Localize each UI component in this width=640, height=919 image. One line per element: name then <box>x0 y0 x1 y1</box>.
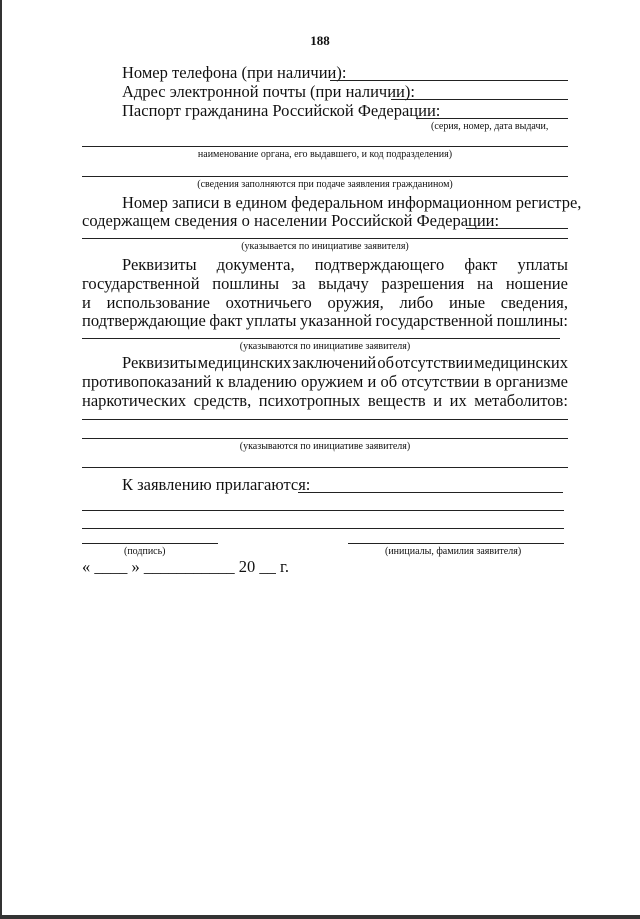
medical-word: наркотических <box>82 391 187 410</box>
duty-line-3 <box>82 294 568 312</box>
register-line-2: содержащем сведения о населении Российской Федерации: <box>82 211 500 230</box>
register-field-line-2[interactable] <box>82 238 568 239</box>
medical-word: к <box>215 372 224 391</box>
medical-word: отсутствии <box>395 353 474 372</box>
scan-bottom-edge <box>0 915 640 919</box>
email-label: Адрес электронной почты (при наличии): <box>122 82 415 101</box>
medical-word: об <box>380 372 398 391</box>
duty-line-1 <box>82 256 568 274</box>
duty-word: выдачу <box>318 274 369 293</box>
medical-field-line-1[interactable] <box>82 419 568 420</box>
issuer-hint: наименование органа, его выдавшего, и код подразделения) <box>197 149 453 160</box>
duty-word: разрешения <box>381 274 465 293</box>
duty-word: пошлины: <box>496 311 568 330</box>
date-year-prefix: 20 <box>238 557 256 576</box>
passport-field-line-2[interactable] <box>82 146 568 147</box>
medical-hint: (указываются по инициативе заявителя) <box>239 441 411 452</box>
duty-word: сведения, <box>500 293 568 312</box>
medical-word: медицинских <box>197 353 292 372</box>
date-line <box>82 558 289 576</box>
date-day-field[interactable]: ____ <box>94 557 128 576</box>
medical-word: веществ <box>367 391 426 410</box>
medical-word: в <box>483 372 492 391</box>
date-year-suffix: г. <box>280 557 290 576</box>
date-open-quote: « <box>82 557 91 576</box>
register-line-1: Номер записи в едином федеральном информационном регистре, <box>122 193 582 212</box>
register-text-line-1 <box>82 193 582 212</box>
applicant-name-label: (инициалы, фамилия заявителя) <box>385 546 522 557</box>
page-number: 188 <box>310 33 330 48</box>
phone-label: Номер телефона (при наличии): <box>122 63 347 82</box>
duty-word: охотничьего <box>225 293 312 312</box>
medical-word: заключений <box>292 353 377 372</box>
attachments-field-line-3[interactable] <box>82 528 564 529</box>
duty-word: указанной <box>299 311 372 330</box>
specified-by-applicant-hint: (указывается по инициативе заявителя) <box>241 241 409 252</box>
passport-field-line[interactable] <box>416 118 568 119</box>
medical-word: и <box>367 372 377 391</box>
medical-word: метаболитов: <box>474 391 568 410</box>
duty-hint: (указываются по инициативе заявителя) <box>239 341 411 352</box>
duty-word: государственной <box>375 311 494 330</box>
medical-word: об <box>377 353 394 372</box>
filled-by-citizen-hint: (сведения заполняются при подаче заявления гражданином) <box>197 179 453 190</box>
citizen-field-line[interactable] <box>82 176 568 177</box>
name-field-line[interactable] <box>348 543 564 544</box>
signature-field-line[interactable] <box>82 543 218 544</box>
duty-word: за <box>291 274 306 293</box>
medical-field-line-3[interactable] <box>82 467 568 468</box>
duty-word: иные <box>448 293 486 312</box>
medical-word: психотропных <box>258 391 361 410</box>
medical-word: оружием <box>300 372 364 391</box>
duty-word: использование <box>106 293 210 312</box>
duty-word: пошлины <box>212 274 280 293</box>
medical-line-1 <box>82 354 568 372</box>
duty-word: документа, <box>216 255 295 274</box>
date-year-field[interactable]: __ <box>259 557 276 576</box>
passport-label: Паспорт гражданина Российской Федерации: <box>122 101 441 120</box>
duty-word: уплаты <box>517 255 568 274</box>
date-close-quote: » <box>131 557 140 576</box>
duty-word: на <box>477 274 494 293</box>
medical-word: владению <box>227 372 297 391</box>
attachments-field-line-1[interactable] <box>298 492 563 493</box>
medical-word: Реквизиты <box>122 353 197 372</box>
duty-word: ношение <box>505 274 568 293</box>
medical-word: отсутствии <box>401 372 480 391</box>
medical-word: медицинских <box>474 353 568 372</box>
duty-word: Реквизиты <box>122 255 197 274</box>
register-number-field-line[interactable] <box>466 228 568 229</box>
medical-word: их <box>449 391 467 410</box>
duty-word: государственной <box>82 274 200 293</box>
duty-word: подтверждающие <box>82 311 206 330</box>
medical-word: противопоказаний <box>82 372 212 391</box>
duty-word: либо <box>399 293 434 312</box>
medical-word: организме <box>495 372 568 391</box>
attachments-label: К заявлению прилагаются: <box>122 475 311 494</box>
duty-word: оружия, <box>327 293 384 312</box>
medical-line-2 <box>82 373 568 391</box>
medical-field-line-2[interactable] <box>82 438 568 439</box>
duty-word: и <box>82 293 91 312</box>
duty-word: уплаты <box>245 311 297 330</box>
medical-word: средств, <box>193 391 252 410</box>
medical-line-3 <box>82 392 568 410</box>
date-month-field[interactable]: ___________ <box>143 557 235 576</box>
duty-word: факт <box>209 311 243 330</box>
duty-line-2 <box>82 275 568 293</box>
duty-word: подтверждающего <box>314 255 445 274</box>
scan-left-edge <box>0 0 2 919</box>
duty-word: факт <box>464 255 498 274</box>
attachments-field-line-2[interactable] <box>82 510 564 511</box>
passport-details-hint: (серия, номер, дата выдачи, <box>431 121 549 132</box>
signature-label: (подпись) <box>124 546 166 557</box>
medical-word: и <box>433 391 443 410</box>
duty-field-line[interactable] <box>82 338 560 339</box>
email-field-line[interactable] <box>391 99 568 100</box>
duty-line-4 <box>82 312 568 330</box>
phone-field-line[interactable] <box>330 80 568 81</box>
